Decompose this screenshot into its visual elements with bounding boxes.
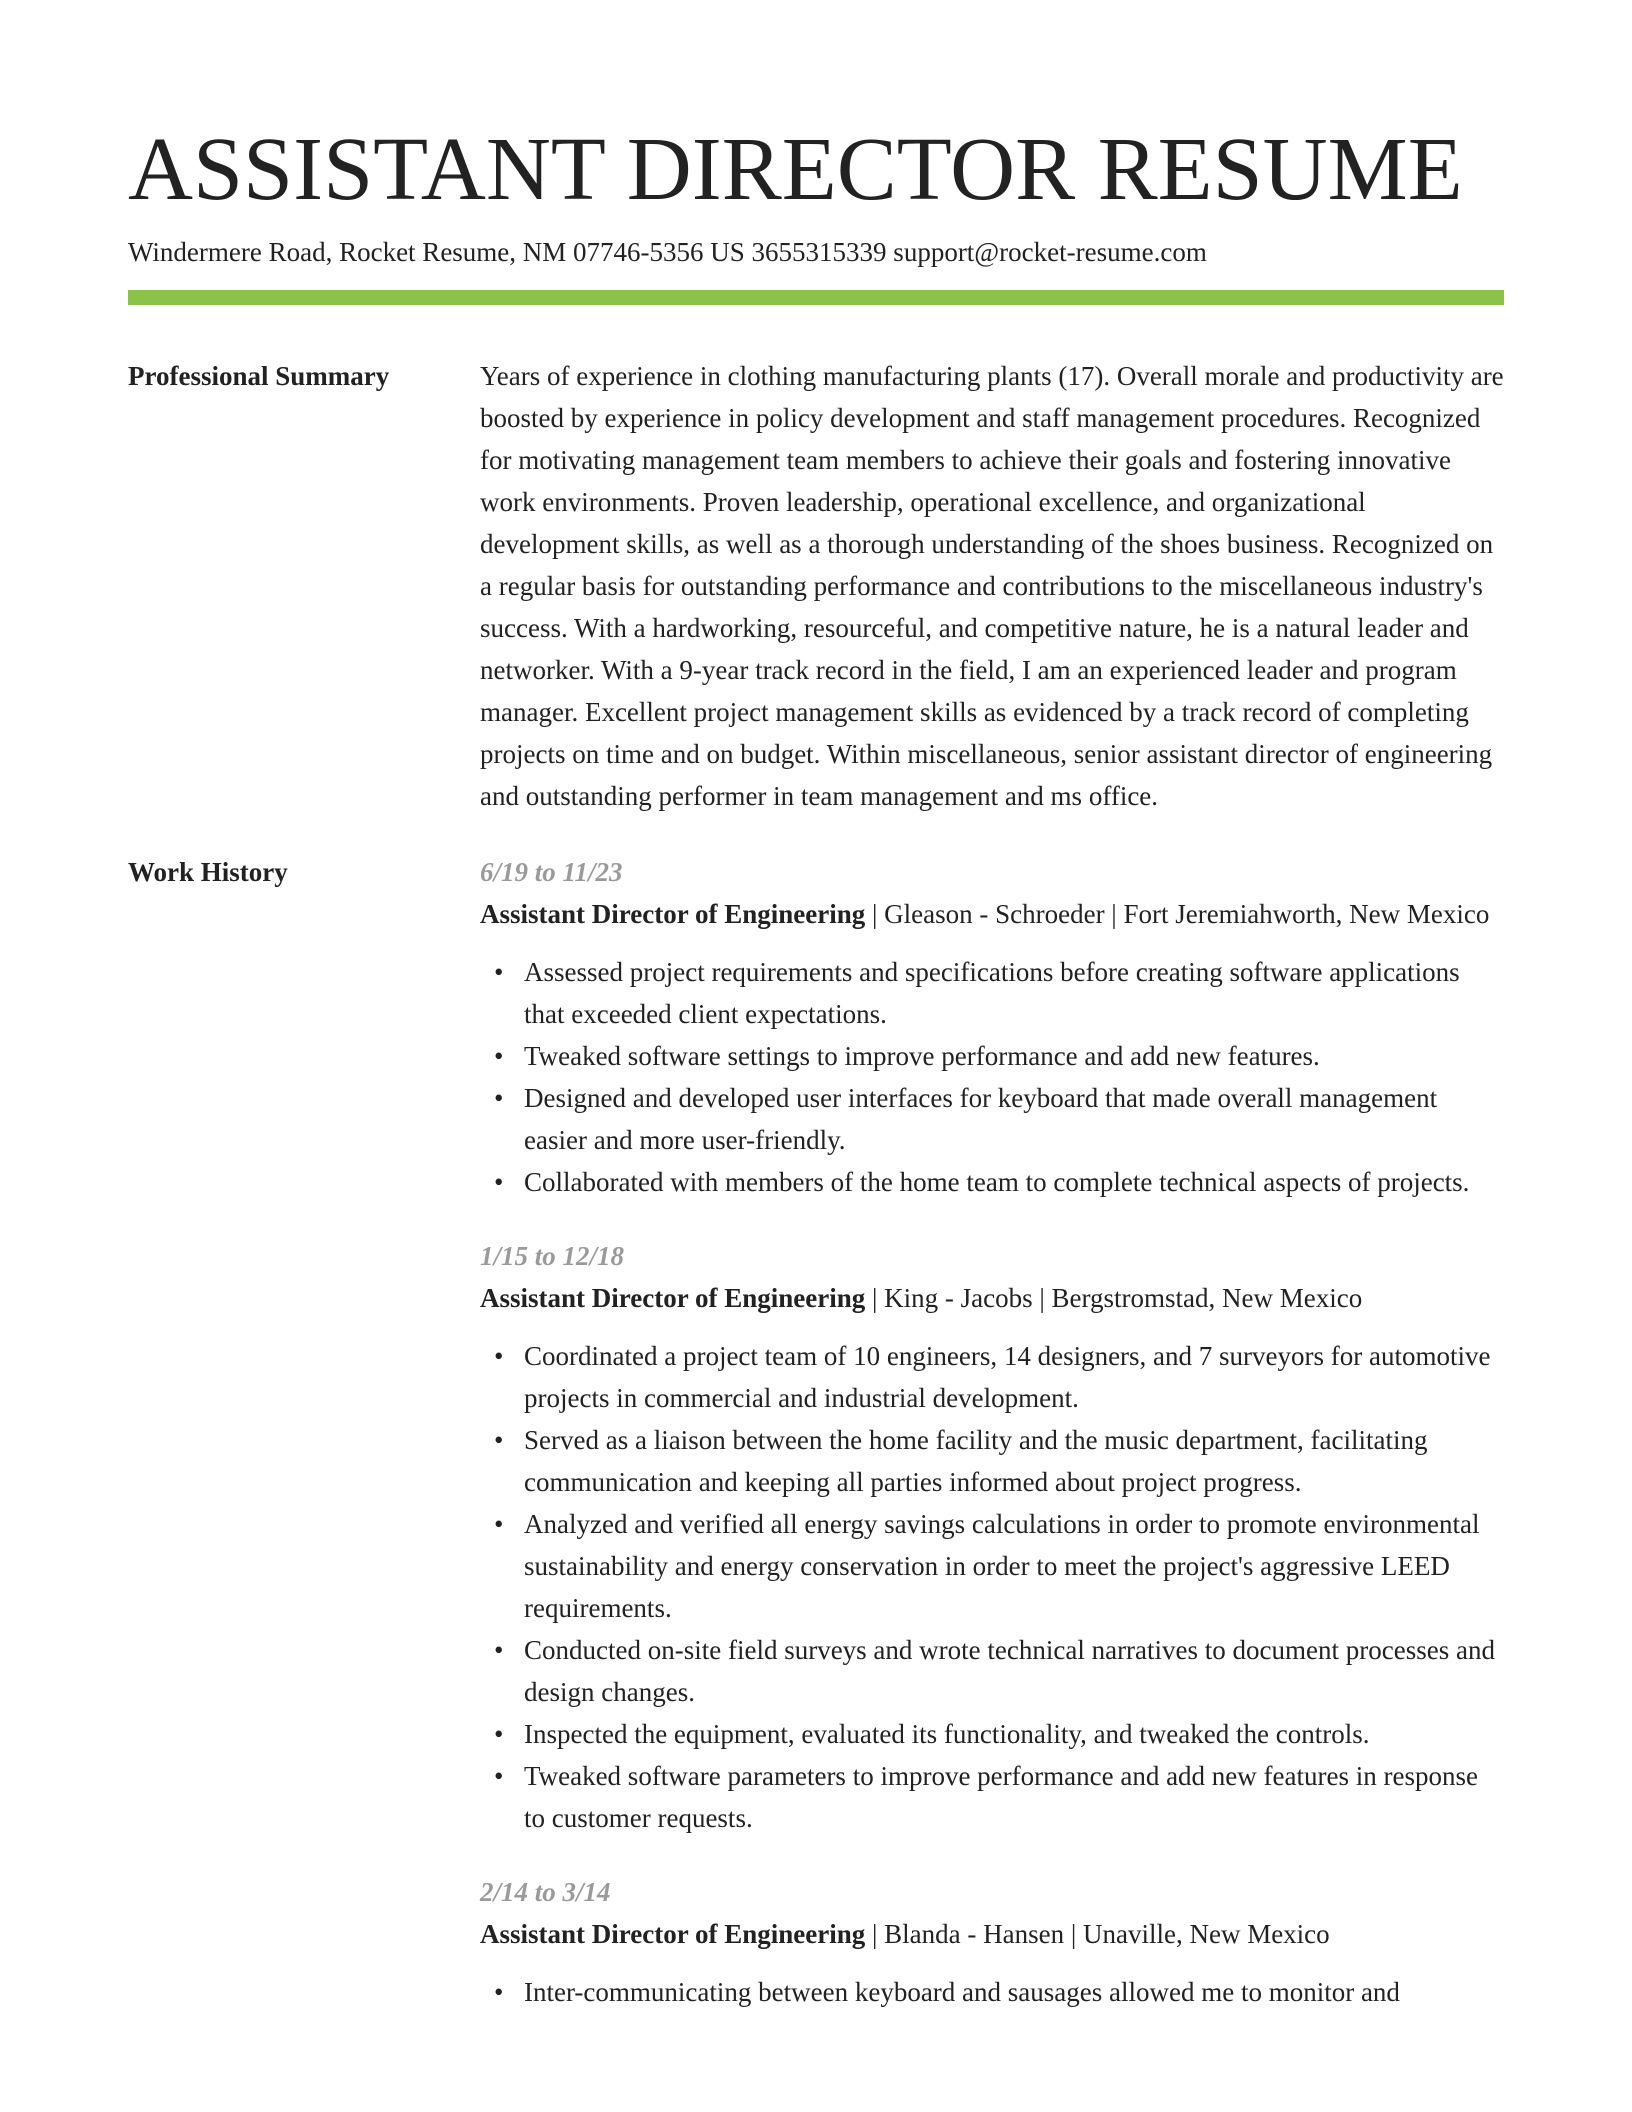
work-history-list [480, 851, 1504, 2045]
bullet-icon: • [494, 1761, 504, 1791]
job-bullet-text: Assessed project requirements and specifications before creating software applications that exceeded client expectations. [524, 957, 1460, 1029]
job-title: Assistant Director of Engineering [480, 1283, 866, 1313]
job-bullet-list [480, 951, 1504, 1203]
job-bullet-item [494, 1971, 1504, 2013]
job-bullet-list [480, 1971, 1504, 2013]
job-bullet-text: Conducted on-site field surveys and wrote technical narratives to document processes and design changes. [524, 1635, 1495, 1707]
job-bullet-text: Analyzed and verified all energy savings calculations in order to promote environmental sustainability and energy conservation in order to meet the project's aggressive LEED requirements. [524, 1509, 1480, 1623]
accent-divider [128, 290, 1504, 305]
job-bullet-item [494, 1503, 1504, 1629]
job-entry [480, 851, 1504, 1203]
job-bullet-text: Inspected the equipment, evaluated its functionality, and tweaked the controls. [524, 1719, 1370, 1749]
bullet-icon: • [494, 1083, 504, 1113]
job-dates: 2/14 to 3/14 [480, 1877, 611, 1907]
professional-summary-section [128, 355, 1504, 817]
job-bullet-item [494, 1629, 1504, 1713]
job-bullet-item [494, 1335, 1504, 1419]
section-label-work-history: Work History [128, 857, 288, 887]
bullet-icon: • [494, 1977, 504, 2007]
job-employer-location: | Gleason - Schroeder | Fort Jeremiahworth, New Mexico [865, 899, 1490, 929]
job-bullet-item [494, 1035, 1504, 1077]
bullet-icon: • [494, 1635, 504, 1665]
job-title: Assistant Director of Engineering [480, 1919, 866, 1949]
bullet-icon: • [494, 1341, 504, 1371]
job-bullet-item [494, 951, 1504, 1035]
job-bullet-item [494, 1755, 1504, 1839]
work-history-section [128, 851, 1504, 2045]
bullet-icon: • [494, 1719, 504, 1749]
section-label-professional-summary: Professional Summary [128, 361, 390, 391]
job-bullet-item [494, 1713, 1504, 1755]
job-dates: 1/15 to 12/18 [480, 1241, 625, 1271]
job-bullet-item [494, 1161, 1504, 1203]
job-bullet-text: Tweaked software settings to improve performance and add new features. [524, 1041, 1320, 1071]
contact-line: Windermere Road, Rocket Resume, NM 07746-5356 US 3655315339 support@rocket-resume.com [128, 237, 1207, 267]
job-bullet-text: Designed and developed user interfaces for keyboard that made overall management easier and more user-friendly. [524, 1083, 1438, 1155]
job-bullet-text: Coordinated a project team of 10 engineers, 14 designers, and 7 surveyors for automotive projects in commercial and industrial development. [524, 1341, 1491, 1413]
bullet-icon: • [494, 1041, 504, 1071]
bullet-icon: • [494, 957, 504, 987]
job-heading [480, 893, 1504, 935]
resume-page [128, 118, 1504, 2045]
job-entry [480, 1235, 1504, 1839]
summary-text: Years of experience in clothing manufacturing plants (17). Overall morale and productivity are boosted by experience in policy development and staff management procedures. Recognized for motivating management team members to achieve their goals and fostering innovative work environments. Proven leadership, operational excellence, and organizational development skills, as well as a thorough understanding of the shoes business. Recognized on a regular basis for outstanding performance and contributions to the miscellaneous industry's success. With a hardworking, resourceful, and competitive nature, he is a natural leader and networker. With a 9-year track record in the field, I am an experienced leader and program manager. Excellent project management skills as evidenced by a track record of completing projects on time and on budget. Within miscellaneous, senior assistant director of engineering and outstanding performer in team management and ms office. [480, 361, 1504, 811]
resume-title: ASSISTANT DIRECTOR RESUME [128, 120, 1463, 219]
job-heading [480, 1277, 1504, 1319]
job-employer-location: | Blanda - Hansen | Unaville, New Mexico [865, 1919, 1330, 1949]
summary-body [480, 355, 1504, 817]
job-bullet-item [494, 1077, 1504, 1161]
job-bullet-text: Inter-communicating between keyboard and sausages allowed me to monitor and [524, 1977, 1400, 2007]
job-bullet-item [494, 1419, 1504, 1503]
job-employer-location: | King - Jacobs | Bergstromstad, New Mexico [865, 1283, 1363, 1313]
bullet-icon: • [494, 1425, 504, 1455]
bullet-icon: • [494, 1167, 504, 1197]
job-dates: 6/19 to 11/23 [480, 857, 623, 887]
job-bullet-text: Collaborated with members of the home team to complete technical aspects of projects. [524, 1167, 1470, 1197]
job-bullet-text: Served as a liaison between the home facility and the music department, facilitating communication and keeping all parties informed about project progress. [524, 1425, 1428, 1497]
job-bullet-text: Tweaked software parameters to improve performance and add new features in response to customer requests. [524, 1761, 1478, 1833]
job-title: Assistant Director of Engineering [480, 899, 866, 929]
job-entry [480, 1871, 1504, 2013]
bullet-icon: • [494, 1509, 504, 1539]
job-heading [480, 1913, 1504, 1955]
job-bullet-list [480, 1335, 1504, 1839]
